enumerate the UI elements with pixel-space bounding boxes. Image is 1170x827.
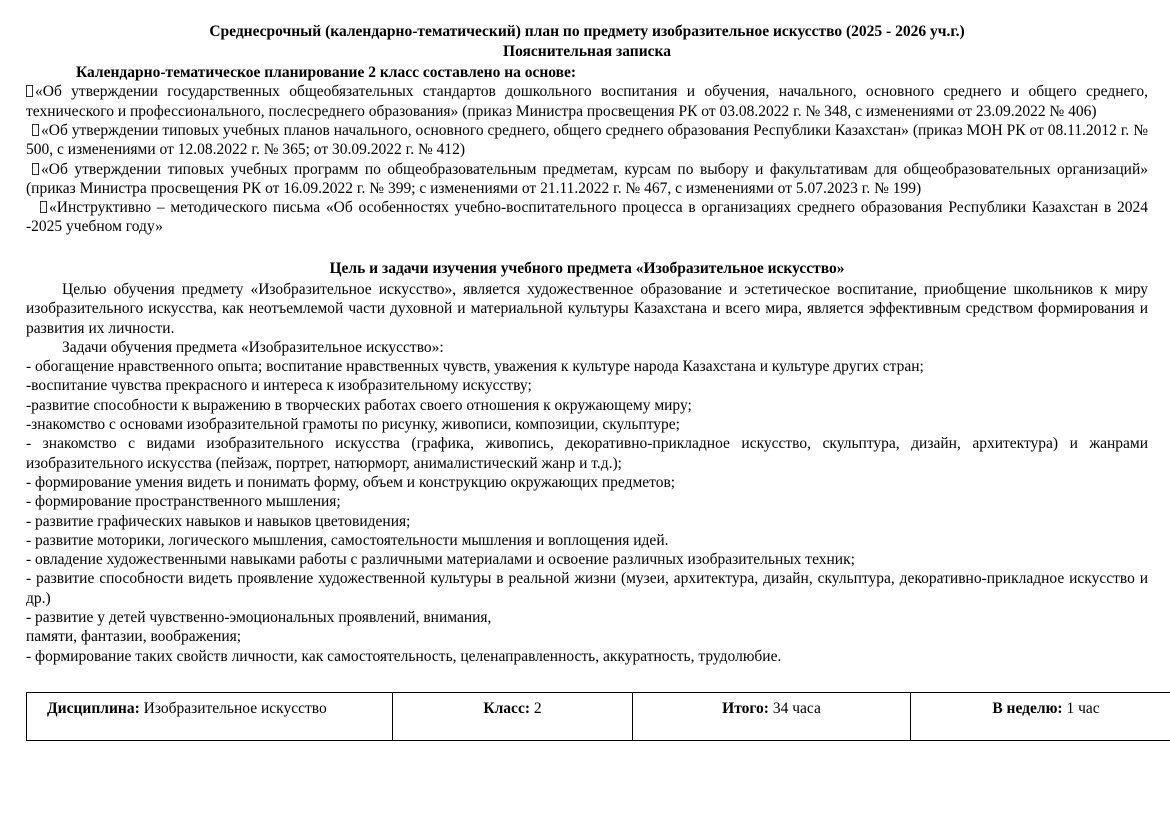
task-item: - развитие графических навыков и навыков цветовидения; [26,512,411,530]
title-block [26,22,1148,61]
meta-value-total: 34 часа [772,699,821,717]
meta-cell-weekly [911,692,1170,740]
meta-label-discipline: Дисциплина: [47,699,140,717]
meta-cell-discipline [27,692,393,740]
meta-label-class: Класс: [483,699,530,717]
basis-item-text: «Об утверждении типовых учебных программ по общеобразовательным предметам, курсам по выбору и факультативам для общеобразовательных организаций» (приказ Министра просвещения РК от 16.09.2022 г. № 399; с изменениями от 21.11.2022 г. № 467, с изменениями от 5.07.2023 г. № 199) [26,160,1148,197]
meta-cell-total [633,692,911,740]
task-item: - знакомство с видами изобразительного искусства (графика, живопись, декоративно-прикладное искусство, скульптура, дизайн, архитектура) и жанрами изобразительного искусства (пейзаж, портрет, натюрморт, анималистический жанр и т.д.); [26,435,1148,472]
task-item: -воспитание чувства прекрасного и интереса к изобразительному искусству; [26,377,532,395]
page-subtitle: Пояснительная записка [503,42,671,60]
basis-item-text: «Инструктивно – методического письма «Об особенностях учебно-воспитательного процесса в организациях среднего образования Республики Казахстан в 2024 -2025 учебном году» [26,199,1148,236]
basis-item [26,198,1148,237]
task-item: - развитие способности видеть проявление художественной культуры в реальной жизни (музеи, архитектура, дизайн, скульптура, декоративно-прикладное искусство и др.) [26,570,1148,607]
basis-heading: Календарно-тематическое планирование 2 класс составлено на основе: [76,64,577,82]
goal-paragraph: Целью обучения предмету «Изобразительное искусство», является художественное образование и эстетическое воспитание, приобщение школьников к миру изобразительного искусства, как неотъемлемой части духовной и материальной культуры Казахстана и всего мира, является эффективным средством формирования и развития их личности. [26,281,1148,337]
task-item: -развитие способности к выражению в творческих работах своего отношения к окружающему миру; [26,396,692,414]
table-spacer [26,666,1148,692]
meta-label-weekly: В неделю: [992,699,1063,717]
task-item: - развитие моторики, логического мышления, самостоятельности мышления и воплощения идей. [26,531,669,549]
meta-label-total: Итого: [722,699,769,717]
task-item: - развитие у детей чувственно-эмоциональных проявлений, внимания, [26,609,492,627]
meta-cell-class [393,692,633,740]
missing-glyph-box-icon [26,85,33,97]
task-item: -знакомство с основами изобразительной грамоты по рисунку, живописи, композиции, скульптуре; [26,416,680,434]
course-meta-table [26,692,1170,741]
missing-glyph-box-icon [40,201,47,213]
goal-section-heading: Цель и задачи изучения учебного предмета «Изобразительное искусство» [329,259,845,277]
meta-value-weekly: 1 час [1066,699,1100,717]
task-item: памяти, фантазии, воображения; [26,628,242,646]
meta-value-class: 2 [533,699,542,717]
task-item: - формирование таких свойств личности, как самостоятельность, целенаправленность, аккуратность, трудолюбие. [26,647,782,665]
basis-item [26,121,1148,160]
basis-item-text: «Об утверждении типовых учебных планов начального, основного среднего, общего среднего образования Республики Казахстан» (приказ МОН РК от 08.11.2012 г. № 500, с изменениями от 12.08.2022 г. № 365; от 30.09.2022 г. № 412) [26,121,1148,159]
task-item: - обогащение нравственного опыта; воспитание нравственных чувств, уважения к культуре народа Казахстана и культуре других стран; [26,358,924,376]
missing-glyph-box-icon [32,163,39,175]
basis-item-text: «Об утверждении государственных общеобязательных стандартов дошкольного воспитания и обучения, начального, основного среднего и общего среднего, технического и профессионального, послесреднего образования» (приказ Министра просвещения РК от 03.08.2022 г. № 348, с изменениями от 23.09.2022 № 406) [26,83,1148,120]
page-title: Среднесрочный (календарно-тематический) план по предмету изобразительное искусство (2025 - 2026 уч.г.) [209,23,965,40]
table-row [27,692,1170,740]
task-item: - формирование умения видеть и понимать форму, объем и конструкцию окружающих предметов; [26,473,676,491]
task-item: - формирование пространственного мышления; [26,493,341,511]
task-item: - овладение художественными навыками работы с различными материалами и освоение различных изобразительных техник; [26,551,855,569]
meta-value-discipline: Изобразительное искусство [143,699,327,717]
tasks-lead-in: Задачи обучения предмета «Изобразительное искусство»: [62,338,444,356]
basis-item [26,82,1148,121]
missing-glyph-box-icon [32,124,39,136]
basis-item [26,160,1148,199]
